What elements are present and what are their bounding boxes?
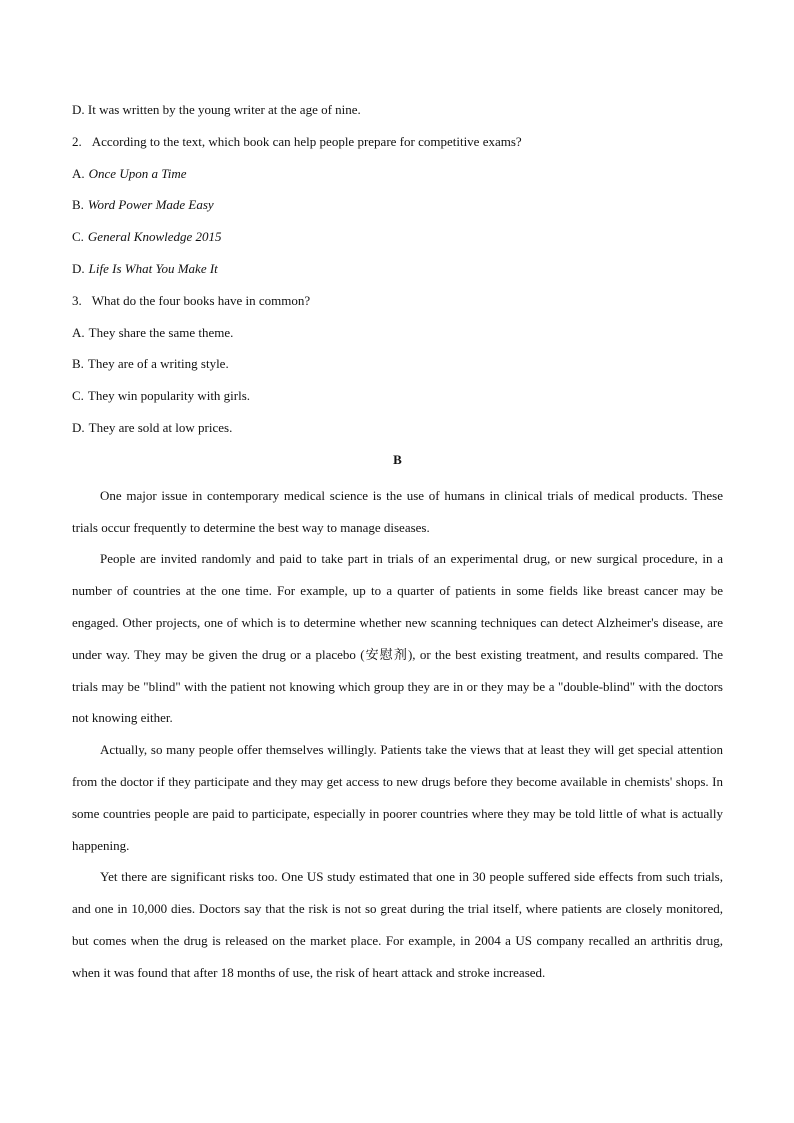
question-2-number: 2. xyxy=(72,133,82,149)
passage-paragraph-2: People are invited randomly and paid to take part in trials of an experimental drug, or new surgical procedure, in a number of countries at the one time. For example, up to a quarter of patients in some fields like breast cancer may be engaged. Other projects, one of which is to determine whether new scanning techniques can detect Alzheimer's disease, are under way. They may be given the drug or a placebo (安慰剂), or the best existing treatment, and results compared. The trials may be "blind" with the patient not knowing which group they are in or they may be a "double-blind" with the doctors not knowing either. xyxy=(72,551,723,726)
option-letter: C. xyxy=(72,229,84,245)
option-text: They share the same theme. xyxy=(88,324,234,340)
section-b-title: B xyxy=(393,451,402,467)
option-text: They win popularity with girls. xyxy=(87,388,251,404)
option-letter: B. xyxy=(72,197,84,213)
q1-option-d: D. It was written by the young writer at the age of nine. xyxy=(72,102,361,117)
q2-option-b xyxy=(72,195,723,215)
question-2-text: According to the text, which book can help people prepare for competitive exams? xyxy=(91,133,522,149)
question-3-number: 3. xyxy=(72,292,82,308)
q2-option-c xyxy=(72,227,723,247)
q3-option-b xyxy=(72,354,723,374)
q3-option-a xyxy=(72,323,723,343)
q2-option-a xyxy=(72,164,723,184)
option-text: Word Power Made Easy xyxy=(87,197,214,213)
question-2-stem xyxy=(72,132,723,152)
option-letter: A. xyxy=(72,165,85,181)
option-letter: B. xyxy=(72,356,84,372)
exam-page xyxy=(72,100,723,989)
q3-option-d xyxy=(72,418,723,438)
option-letter: D. xyxy=(72,260,85,276)
passage-paragraph-1: One major issue in contemporary medical science is the use of humans in clinical trials of medical products. These trials occur frequently to determine the best way to manage diseases. xyxy=(72,487,723,535)
option-letter: C. xyxy=(72,388,84,404)
option-letter: A. xyxy=(72,324,85,340)
option-text: Once Upon a Time xyxy=(88,165,187,181)
question-3-text: What do the four books have in common? xyxy=(91,292,311,308)
passage-paragraph-4: Yet there are significant risks too. One US study estimated that one in 30 people suffered side effects from such trials, and one in 10,000 dies. Doctors say that the risk is not so great during the trial itself, where patients are closely monitored, but comes when the drug is released on the market place. For example, in 2004 a US company recalled an arthritis drug, when it was found that after 18 months of use, the risk of heart attack and stroke increased. xyxy=(72,869,723,980)
option-text: They are of a writing style. xyxy=(87,356,229,372)
question-3-stem xyxy=(72,291,723,311)
option-letter: D. xyxy=(72,419,85,435)
option-text: General Knowledge 2015 xyxy=(87,229,222,245)
option-text: Life Is What You Make It xyxy=(88,260,218,276)
q3-option-c xyxy=(72,386,723,406)
q2-option-d xyxy=(72,259,723,279)
passage-paragraph-3: Actually, so many people offer themselves willingly. Patients take the views that at least they will get special attention from the doctor if they participate and they may get access to new drugs before they become available in chemists' shops. In some countries people are paid to participate, especially in poorer countries where they may be told little of what is actually happening. xyxy=(72,742,723,853)
option-text: They are sold at low prices. xyxy=(88,419,233,435)
